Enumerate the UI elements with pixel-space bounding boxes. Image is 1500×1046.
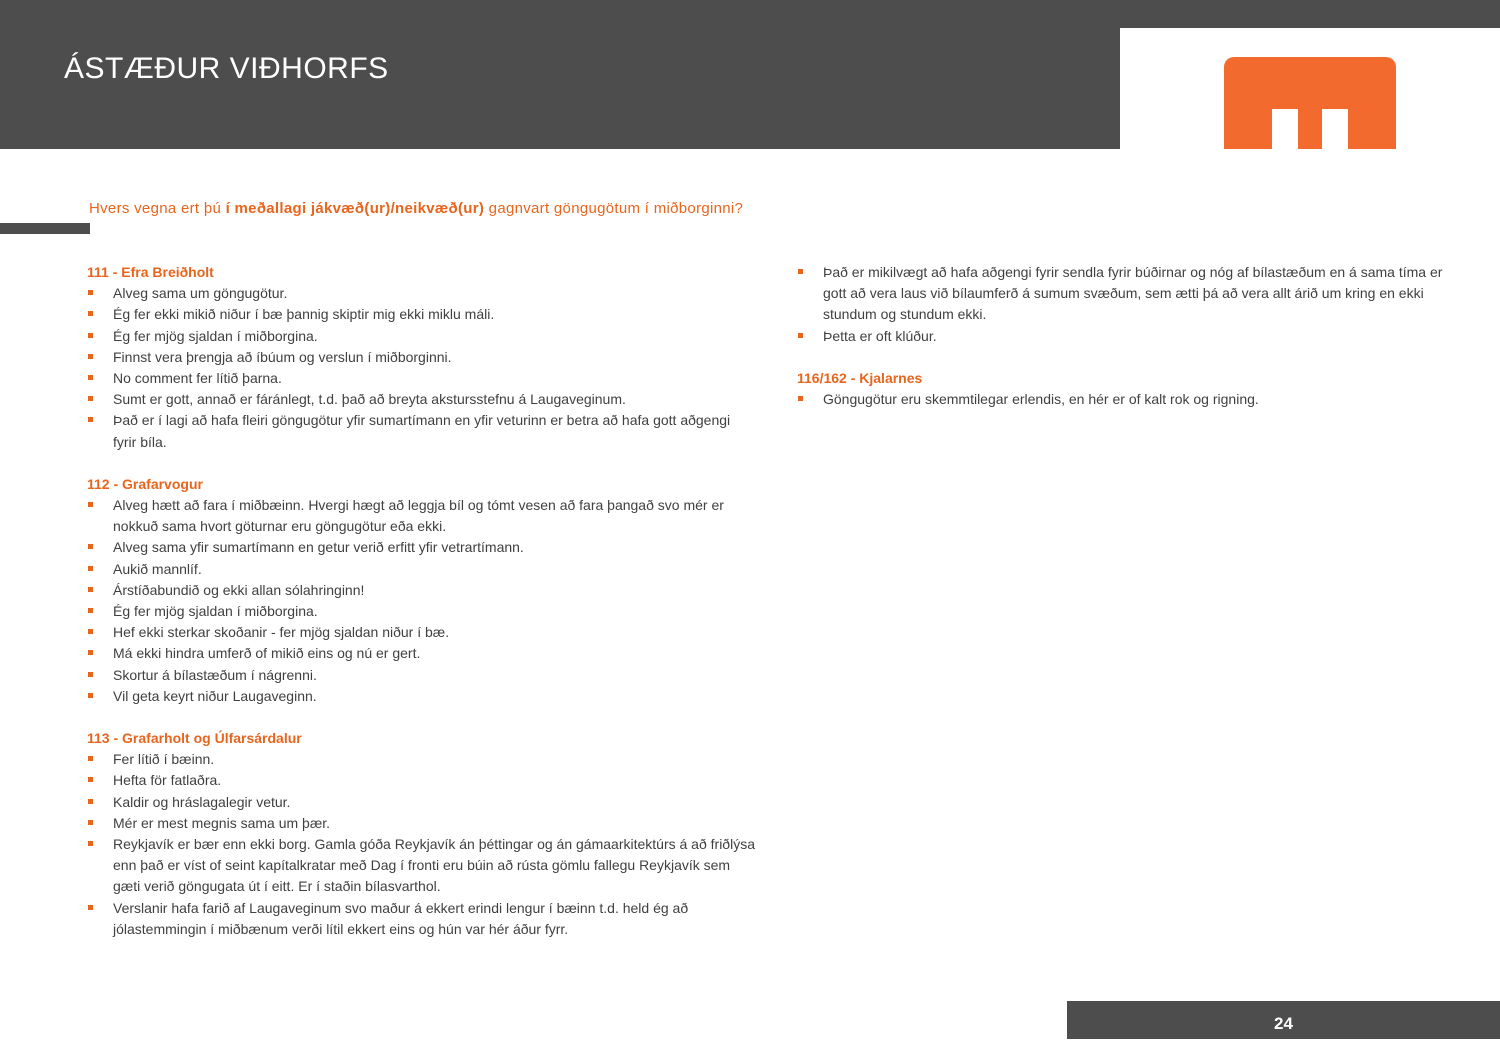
comment-list [797,262,1467,347]
list-item: Ég fer mjög sjaldan í miðborgina. [87,326,757,347]
list-item: Reykjavík er bær enn ekki borg. Gamla góða Reykjavík án þéttingar og án gámaarkitektúrs á að friðlýsa enn það er víst of seint kapítalkratar með Dag í fronti eru búin að rústa gömlu fallegu Reykjavík sem gæti verið göngugata út í eitt. Er í staðin bílasvarthol. [87,834,757,898]
list-item: Hef ekki sterkar skoðanir - fer mjög sjaldan niður í bæ. [87,622,757,643]
section-heading: 112 - Grafarvogur [87,475,203,492]
list-item: Skortur á bílastæðum í nágrenni. [87,665,757,686]
section-heading: 111 - Efra Breiðholt [87,264,214,280]
footer-bar [1067,1001,1500,1039]
list-item: Fer lítið í bæinn. [87,749,757,770]
question-bold: í meðallagi jákvæð(ur)/neikvæð(ur) [225,200,485,217]
list-item: No comment fer lítið þarna. [87,368,757,389]
left-column [87,262,757,961]
page-number: 24 [1274,1014,1293,1033]
list-item: Alveg hætt að fara í miðbæinn. Hvergi hægt að leggja bíl og tómt vesen að fara þangað svo mér er nokkuð sama hvort göturnar eru göngugötur eða ekki. [87,495,757,537]
list-item: Aukið mannlíf. [87,559,757,580]
section-heading: 116/162 - Kjalarnes [797,369,923,386]
list-item: Alveg sama yfir sumartímann en getur verið erfitt yfir vetrartímann. [87,537,757,558]
list-item: Kaldir og hráslagalegir vetur. [87,792,757,813]
list-item: Ég fer mjög sjaldan í miðborgina. [87,601,757,622]
accent-bar [0,223,90,234]
list-item: Göngugötur eru skemmtilegar erlendis, en hér er of kalt rok og rigning. [797,389,1467,410]
company-logo-icon [1224,57,1396,149]
list-item: Þetta er oft klúður. [797,326,1467,347]
list-item: Ég fer ekki mikið niður í bæ þannig skiptir mig ekki miklu máli. [87,304,757,325]
list-item: Verslanir hafa farið af Laugaveginum svo maður á ekkert erindi lengur í bæinn t.d. held ég að jólastemmingin í miðbænum verði lítil ekkert eins og hún var hér áður fyrr. [87,898,757,940]
list-item: Það er í lagi að hafa fleiri göngugötur yfir sumartímann en yfir veturinn er betra að hafa gott aðgengi fyrir bíla. [87,410,757,452]
right-column [797,262,1467,431]
question-part-2: gagnvart göngugötum í miðborginni? [484,200,744,217]
list-item: Má ekki hindra umferð of mikið eins og nú er gert. [87,643,757,664]
question-part-1: Hvers vegna ert þú [89,200,226,217]
list-item: Árstíðabundið og ekki allan sólahringinn! [87,580,757,601]
list-item: Það er mikilvægt að hafa aðgengi fyrir sendla fyrir búðirnar og nóg af bílastæðum en á sama tíma er gott að vera laus við bílaumferð á sumum svæðum, sem ætti þá að vera allt árið um kring en ekki stundum og stundum ekki. [797,262,1467,326]
list-item: Hefta för fatlaðra. [87,770,757,791]
section-heading: 113 - Grafarholt og Úlfarsárdalur [87,730,302,747]
comment-list [87,283,757,453]
list-item: Vil geta keyrt niður Laugaveginn. [87,686,757,707]
list-item: Alveg sama um göngugötur. [87,283,757,304]
list-item: Mér er mest megnis sama um þær. [87,813,757,834]
list-item: Sumt er gott, annað er fáránlegt, t.d. það að breyta akstursstefnu á Laugaveginum. [87,389,757,410]
comment-list [87,495,757,707]
list-item: Finnst vera þrengja að íbúum og verslun í miðborginni. [87,347,757,368]
comment-list [797,389,1467,410]
survey-question [89,200,743,217]
comment-list [87,749,757,940]
page-title: ÁSTÆÐUR VIÐHORFS [64,52,389,85]
